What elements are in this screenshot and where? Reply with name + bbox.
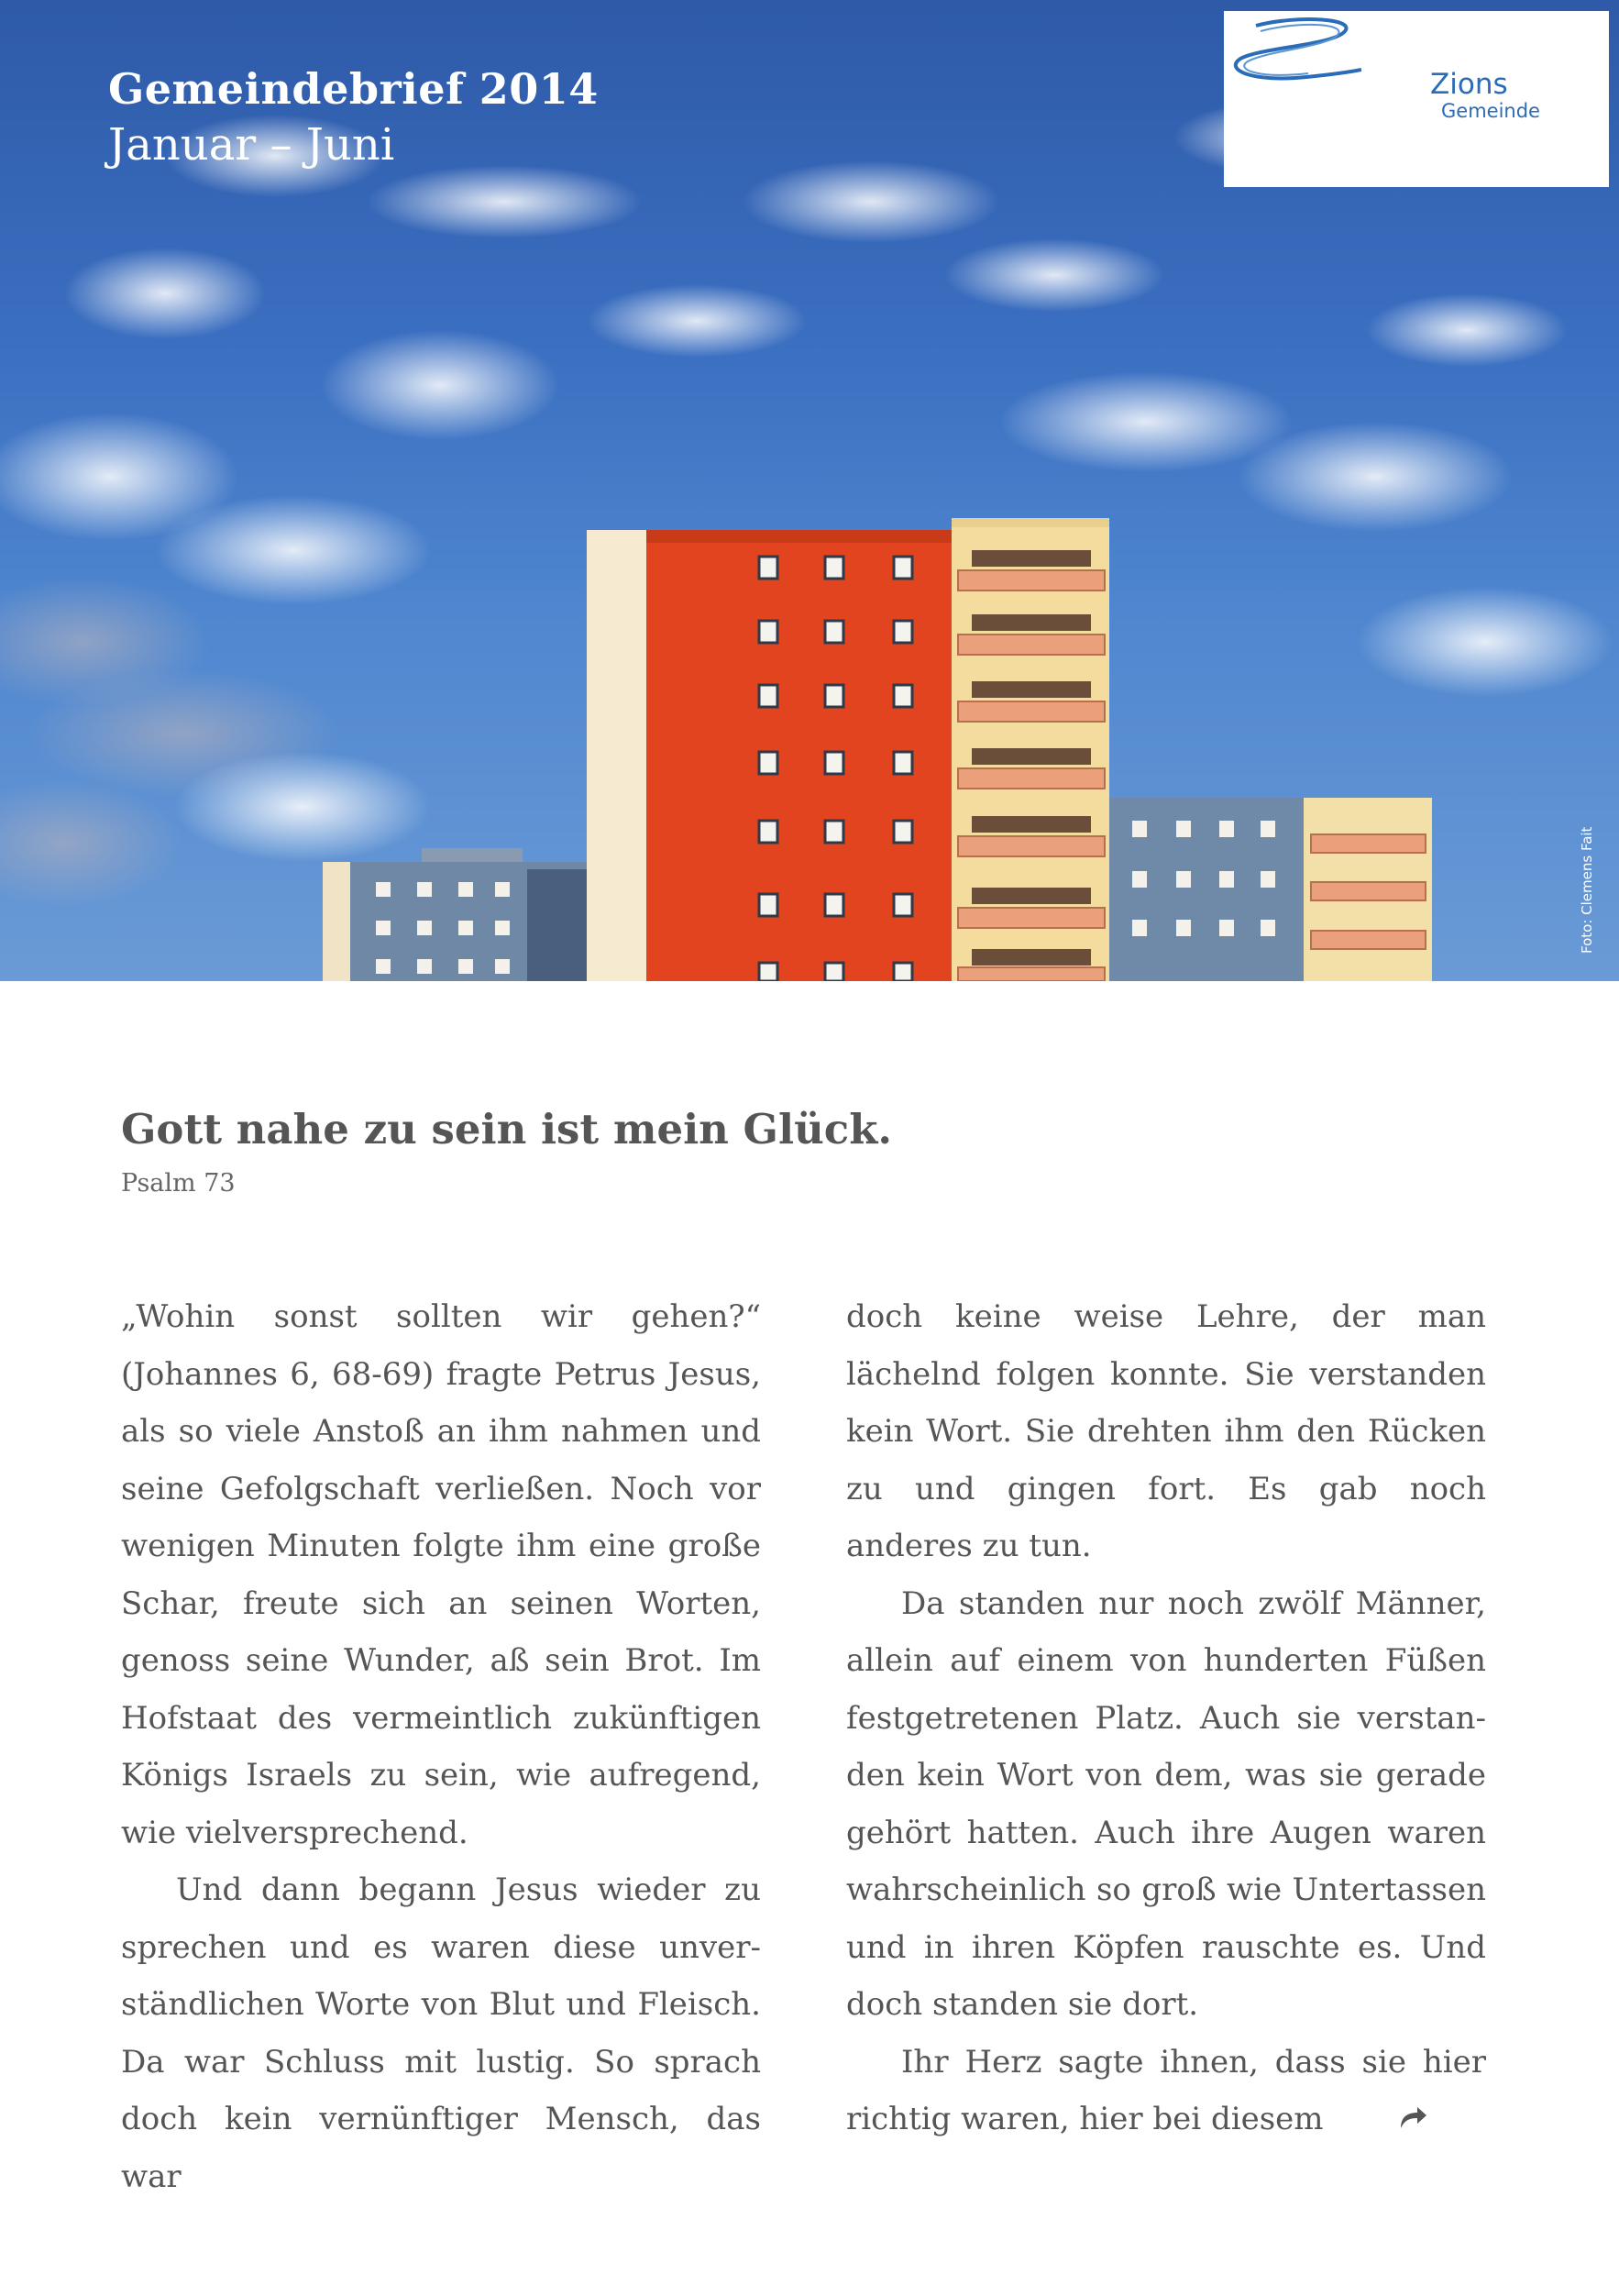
- right-building: [1109, 798, 1432, 981]
- newsletter-period: Januar – Juni: [108, 119, 395, 171]
- paragraph: Und dann begann Jesus wieder zu sprechen und es waren diese unverständlichen Worte von Blut und Fleisch. Da war Schluss mit lustig. So sprach doch kein vernünftiger Mensch, das war: [121, 1871, 761, 2195]
- logo-name: Zions: [1430, 68, 1508, 101]
- left-building: [323, 848, 589, 981]
- paragraph: „Wohin sonst sollten wir gehen?“ (Johannes 6, 68-69) fragte Petrus Jesus, als so viele Anstoß an ihm nahmen und seine Gefolgschaft verließen. Noch vor wenigen Minuten folgte ihm eine große Schar, freute sich an seinen Worten, genoss seine Wunder, aß sein Brot. Im Hofstaat des vermeintlich zukünftigen Königs Israels zu sein, wie aufregend, wie vielversprechend.: [121, 1298, 761, 1851]
- logo-subtitle: Gemeinde: [1441, 100, 1540, 122]
- balcony-tower: [952, 518, 1109, 981]
- turn-arrow-icon: [1342, 2092, 1428, 2150]
- article-column-right: [846, 1288, 1486, 2149]
- paragraph: Da standen nur noch zwölf Männer, allein auf einem von hunderten Füßen festgetretenen Platz. Auch sie verstanden kein Wort von dem, was sie gerade gehört hatten. Auch ihre Augen waren wahrscheinlich so groß wie Untertassen und in ihren Köpfen rauschte es. Und doch standen sie dort.: [846, 1584, 1486, 2023]
- photo-credit: Foto: Clemens Fait: [1579, 826, 1595, 954]
- paragraph-text: Ihr Herz sagte ihnen, dass sie hier richtig waren, hier bei diesem: [846, 2043, 1486, 2137]
- swirl-logo-icon: [1224, 11, 1361, 84]
- cover-photo: [0, 0, 1619, 981]
- bible-reference: Psalm 73: [121, 1169, 236, 1198]
- newsletter-title: Gemeindebrief 2014: [108, 64, 599, 114]
- article-column-left: [121, 1288, 761, 2205]
- paragraph: doch keine weise Lehre, der man lächelnd folgen konnte. Sie verstanden kein Wort. Sie drehten ihm den Rücken zu und gingen fort. Es gab noch anderes zu tun.: [846, 1298, 1486, 1564]
- paragraph-last: [846, 2034, 1486, 2150]
- article-headline: Gott nahe zu sein ist mein Glück.: [121, 1105, 893, 1154]
- church-logo: [1224, 11, 1609, 187]
- red-building: [587, 530, 953, 981]
